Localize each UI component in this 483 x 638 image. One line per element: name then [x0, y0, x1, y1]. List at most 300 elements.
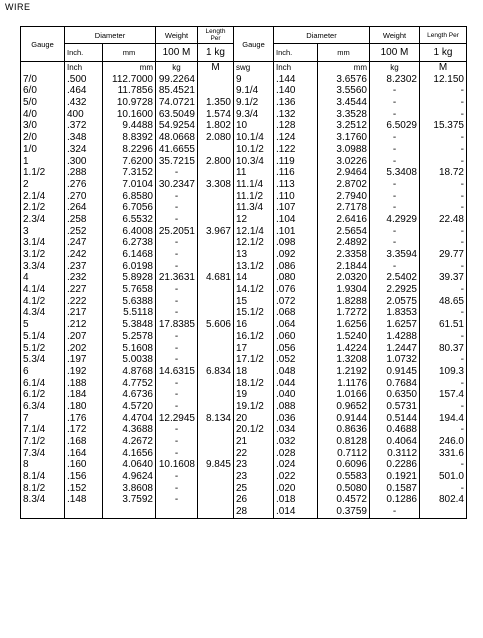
m-cell: 3.967 [205, 225, 231, 237]
inch-cell: .020 [276, 482, 296, 494]
m-cell: - [460, 202, 464, 214]
m-cell [422, 506, 464, 518]
kg-cell: 74.0721 [158, 97, 195, 109]
kg-cell: 4.2929 [386, 213, 417, 225]
gauge-column-left [21, 62, 65, 519]
swg-cell: 16 [236, 319, 248, 331]
inch-cell: .052 [276, 354, 296, 366]
diameter-header-left: Diameter [65, 27, 156, 44]
gauge-cell: 1 [23, 155, 29, 167]
inch-cell: .018 [276, 494, 296, 506]
gauge-cell: 1.1/2 [23, 167, 46, 179]
m-cell: 501.0 [438, 471, 464, 483]
swg-cell: 20.1/2 [236, 424, 264, 436]
m-cell [200, 389, 231, 401]
unit-label: Inch [276, 63, 292, 72]
m-cell: - [460, 284, 464, 296]
inch-cell: .152 [67, 482, 87, 494]
gauge-cell: 7.1/4 [23, 424, 46, 436]
kg-cell: - [174, 377, 179, 389]
kg-cell: 1.8353 [386, 307, 417, 319]
gauge-cell: 5.1/4 [23, 330, 46, 342]
mm-cell: 6.0198 [122, 260, 153, 272]
swg-cell: 22 [236, 447, 248, 459]
kg-cell: - [392, 108, 397, 120]
mm-cell: 1.7272 [336, 307, 367, 319]
swg-cell: 18 [236, 365, 248, 377]
kg-cell: - [392, 132, 397, 144]
weight-header-right: Weight [370, 27, 420, 44]
inch-cell: .128 [276, 120, 296, 132]
mm-cell: 8.8392 [122, 132, 153, 144]
m-cell: - [460, 155, 464, 167]
inch-cell: .202 [67, 342, 87, 354]
kg-column-right [370, 62, 420, 519]
kg-cell: 85.4521 [158, 85, 195, 97]
swg-cell: 12.1/4 [236, 225, 264, 237]
mm-cell: 3.2512 [336, 120, 367, 132]
kg-cell: - [392, 155, 397, 167]
mm-cell: 6.7056 [122, 202, 153, 214]
mm-cell: 5.6388 [122, 295, 153, 307]
mm-cell: 4.7752 [122, 377, 153, 389]
inch-cell: .101 [276, 225, 296, 237]
gauge-cell: 6 [23, 365, 29, 377]
mm-column-left [103, 62, 156, 519]
gauge-cell: 6.1/4 [23, 377, 46, 389]
kg-cell: 2.2925 [386, 284, 417, 296]
inch-cell: .113 [276, 178, 295, 190]
kg-cell: - [174, 167, 179, 179]
swg-cell: 17.1/2 [236, 354, 264, 366]
swg-cell: 9.3/4 [236, 108, 259, 120]
inch-column-left [65, 62, 103, 519]
m-cell: 246.0 [438, 436, 464, 447]
inch-cell: .242 [67, 249, 87, 260]
inch-cell: .132 [276, 108, 296, 120]
mm-cell: 3.8608 [122, 482, 153, 494]
kg-cell: 0.6350 [386, 389, 417, 401]
kg-cell: - [174, 354, 179, 366]
kg-cell: 0.1286 [386, 494, 417, 506]
page-title: WIRE [5, 2, 31, 12]
gauge-cell: 8.3/4 [23, 494, 46, 506]
mm-cell: 6.4008 [122, 225, 153, 237]
gauge-cell: 8 [23, 459, 29, 471]
inch-cell: .124 [276, 132, 296, 144]
m-cell: - [460, 354, 464, 366]
m-cell: 4.681 [205, 272, 231, 284]
swg-cell: 26 [236, 494, 248, 506]
kg-cell: 0.2286 [386, 459, 417, 471]
inch-cell: .197 [67, 354, 87, 366]
m-cell: 2.800 [205, 155, 231, 167]
inch-cell: .372 [67, 120, 87, 132]
inch-cell: .116 [276, 167, 295, 179]
m-cell [200, 144, 231, 156]
kg-cell: - [174, 342, 179, 354]
m-cell: 331.6 [438, 447, 464, 459]
gauge-cell: 4 [23, 272, 29, 284]
kg-cell: - [174, 436, 179, 447]
m-cell: 802.4 [438, 494, 464, 506]
mm-subheader-right: mm [318, 44, 370, 62]
m-cell [200, 261, 231, 273]
gauge-cell: 2/0 [23, 132, 37, 144]
kg-cell: 0.1921 [386, 471, 417, 483]
m-cell: 2.080 [205, 132, 231, 144]
m-cell [200, 378, 231, 390]
gauge-cell: 2.3/4 [23, 213, 46, 225]
m-cell: 1.574 [205, 108, 231, 120]
mm-cell: 1.1176 [337, 377, 367, 389]
mm-cell: 5.3848 [122, 319, 153, 331]
swg-cell: 10 [236, 120, 248, 132]
m-cell [200, 307, 231, 319]
gauge-cell: 6/0 [23, 85, 37, 97]
inch-cell: .072 [276, 295, 296, 307]
m-cell: - [460, 377, 464, 389]
mm-cell: 2.9464 [336, 167, 367, 179]
m-cell [200, 85, 231, 97]
inch-cell: .056 [276, 342, 296, 354]
gauge-cell: 7.1/2 [23, 436, 46, 447]
gauge-cell: 5.3/4 [23, 354, 46, 366]
swg-cell: 18.1/2 [236, 377, 264, 389]
swg-column-right [234, 62, 274, 519]
m-cell [200, 284, 231, 296]
inch-cell: .276 [67, 178, 87, 190]
mm-cell: 0.9652 [336, 400, 367, 412]
mm-cell: 7.3152 [122, 167, 153, 179]
kg-cell: 54.9254 [158, 120, 195, 132]
mm-cell: 1.9304 [336, 284, 367, 296]
inch-cell: .148 [67, 494, 87, 506]
m-cell: - [460, 143, 464, 155]
mm-cell: 3.7592 [122, 494, 153, 506]
m-cell: - [460, 424, 464, 436]
inch-cell: .300 [67, 155, 87, 167]
unit-label: kg [390, 63, 399, 72]
m-cell: - [460, 482, 464, 494]
kg-cell: - [174, 471, 179, 483]
kg-cell: 21.3631 [158, 272, 195, 284]
mm-cell: 1.6256 [336, 319, 367, 331]
inch-cell: .184 [67, 389, 87, 401]
unit-label: swg [236, 63, 251, 72]
gauge-cell: 4/0 [23, 108, 37, 120]
inch-cell: .324 [67, 143, 87, 155]
m-cell: 18.72 [438, 167, 464, 179]
mm-cell: 5.5118 [123, 307, 153, 319]
inch-cell: .044 [276, 377, 296, 389]
gauge-cell: 3/0 [23, 120, 37, 132]
m-cell [200, 494, 231, 506]
inch-cell: .247 [67, 237, 87, 249]
m-cell: - [460, 260, 464, 272]
mm-cell: 5.0038 [122, 354, 153, 366]
unit-label: M [211, 62, 220, 73]
mm-cell: 1.4224 [336, 342, 367, 354]
inch-cell: .107 [276, 202, 296, 214]
mm-cell: 0.7112 [337, 447, 367, 459]
inch-cell: .098 [276, 237, 296, 249]
m100-subheader-right: 100 M [370, 44, 420, 62]
mm-cell: 2.6416 [336, 213, 367, 225]
gauge-cell: 6.1/2 [23, 389, 46, 401]
inch-cell: .264 [67, 202, 87, 214]
inch-cell: .164 [67, 447, 87, 459]
inch-cell: .288 [67, 167, 87, 179]
mm-cell: 2.8702 [336, 178, 367, 190]
kg-cell: - [392, 85, 397, 97]
diameter-header-right: Diameter [274, 27, 370, 44]
kg-cell: - [174, 249, 179, 260]
mm-cell: 6.2738 [122, 237, 153, 249]
mm-cell: 5.7658 [122, 284, 153, 296]
kg-cell: 30.2347 [158, 178, 195, 190]
mm-cell: 4.9624 [122, 471, 153, 483]
swg-cell: 13.1/2 [236, 260, 264, 272]
inch-cell: .232 [67, 272, 87, 284]
gauge-cell: 7 [23, 412, 29, 424]
kg-cell: 1.4288 [386, 330, 417, 342]
gauge-header-left: Gauge [21, 27, 65, 62]
gauge-cell: 4.1/2 [23, 295, 46, 307]
m-cell [200, 296, 231, 308]
kg-cell: 14.6315 [158, 365, 195, 377]
kg-cell: 12.2945 [158, 412, 195, 424]
mm-cell: 1.0166 [336, 389, 367, 401]
m-cell: 157.4 [438, 389, 464, 401]
inch-cell: .237 [67, 260, 87, 272]
inch-cell: .024 [276, 459, 296, 471]
inch-cell: .034 [276, 424, 296, 436]
m-cell [200, 448, 231, 460]
gauge-header-right: Gauge [234, 27, 274, 62]
kg-cell: - [392, 225, 397, 237]
mm-cell: 112.7000 [112, 73, 153, 85]
inch-cell: .217 [67, 307, 87, 319]
kg-cell: 10.1608 [158, 459, 195, 471]
m-cell [200, 214, 231, 226]
swg-cell: 21 [236, 436, 248, 447]
swg-cell: 11.3/4 [236, 202, 264, 214]
mm-cell: 1.8288 [336, 295, 367, 307]
m-cell: - [460, 307, 464, 319]
m-cell [200, 249, 231, 261]
swg-cell: 13 [236, 249, 248, 260]
kg-cell: - [174, 260, 179, 272]
kg-cell: 35.7215 [158, 155, 195, 167]
swg-cell: 10.1/2 [236, 143, 264, 155]
gauge-cell: 3.3/4 [23, 260, 46, 272]
kg-cell: - [174, 213, 179, 225]
m-cell: 48.65 [438, 295, 464, 307]
unit-label: mm [353, 63, 367, 72]
inch-cell: .104 [276, 213, 296, 225]
m-cell [200, 401, 231, 413]
swg-cell: 9.1/2 [236, 97, 259, 109]
kg-cell: 17.8385 [158, 319, 195, 331]
gauge-cell: 3.1/2 [23, 249, 46, 260]
kg-cell: - [174, 202, 179, 214]
m-cell: 3.308 [205, 178, 231, 190]
inch-cell: .140 [276, 85, 296, 97]
inch-cell: .258 [67, 213, 87, 225]
mm-cell: 3.3528 [336, 108, 367, 120]
mm-cell: 0.4572 [336, 494, 367, 506]
inch-column-right [274, 62, 318, 519]
mm-cell: 1.3208 [336, 354, 367, 366]
gauge-cell: 8.1/2 [23, 482, 46, 494]
mm-cell: 2.1844 [336, 260, 367, 272]
m-cell: - [460, 459, 464, 471]
swg-cell: 19.1/2 [236, 400, 264, 412]
swg-cell: 15 [236, 295, 248, 307]
inch-cell: .348 [67, 132, 87, 144]
gauge-cell: 2 [23, 178, 29, 190]
m-cell: - [460, 330, 464, 342]
m-cell [200, 436, 231, 448]
inch-cell: .222 [67, 295, 87, 307]
mm-cell: 4.3688 [122, 424, 153, 436]
swg-cell: 23 [236, 459, 248, 471]
swg-cell: 12 [236, 213, 248, 225]
mm-cell: 3.0988 [336, 143, 367, 155]
inch-cell: .212 [67, 319, 87, 331]
kg-cell: 0.5144 [386, 412, 417, 424]
mm-column-right [318, 62, 370, 519]
m-cell: 194.4 [438, 412, 464, 424]
mm-cell: 1.2192 [336, 365, 367, 377]
mm-cell: 2.0320 [336, 272, 367, 284]
unit-label: mm [139, 63, 153, 72]
inch-cell: .092 [276, 249, 296, 260]
m-cell [200, 471, 231, 483]
mm-cell: 4.0640 [122, 459, 153, 471]
inch-cell: .464 [67, 85, 87, 97]
m-cell: 22.48 [438, 213, 464, 225]
mm-cell: 0.9144 [336, 412, 367, 424]
mm-cell: 10.9728 [116, 97, 153, 109]
mm-cell: 0.3759 [336, 506, 367, 518]
inch-cell: 400 [67, 108, 84, 120]
wire-gauge-table [20, 26, 467, 519]
mm-cell: 4.1656 [122, 447, 153, 459]
inch-cell: .172 [67, 424, 87, 436]
mm-cell: 5.1608 [122, 342, 153, 354]
inch-cell: .080 [276, 272, 296, 284]
gauge-cell: 4.3/4 [23, 307, 46, 319]
kg-cell: 41.6655 [158, 143, 195, 155]
kg-cell: - [392, 506, 397, 518]
mm-cell: 7.6200 [122, 155, 153, 167]
swg-cell: 23 [236, 471, 248, 483]
m-cell: 8.134 [205, 412, 231, 424]
swg-cell: 9 [236, 73, 242, 85]
m-cell [200, 343, 231, 355]
inch-cell: .086 [276, 260, 296, 272]
mm-cell: 6.1468 [122, 249, 153, 260]
inch-cell: .432 [67, 97, 87, 109]
mm-cell: 11.7856 [117, 85, 153, 97]
m-cell: - [460, 237, 464, 249]
kg-cell: - [392, 97, 397, 109]
inch-cell: .207 [67, 330, 87, 342]
mm-cell: 2.4892 [336, 237, 367, 249]
mm-cell: 2.7178 [336, 202, 367, 214]
kg-cell: 0.9145 [386, 365, 417, 377]
inch-cell: .088 [276, 400, 296, 412]
kg-cell: 0.1587 [386, 482, 417, 494]
inch-cell: .122 [276, 143, 296, 155]
mm-cell: 4.2672 [122, 436, 153, 447]
m-cell: - [460, 85, 464, 97]
length-per-header-right: Length Per [420, 27, 467, 44]
kg-cell: - [174, 482, 179, 494]
kg1-subheader-right: 1 kg [420, 44, 467, 62]
mm-cell: 5.2578 [122, 330, 153, 342]
kg-cell: - [392, 202, 397, 214]
kg-cell: - [174, 295, 179, 307]
gauge-cell: 3 [23, 225, 29, 237]
swg-cell: 14 [236, 272, 248, 284]
m100-subheader-left: 100 M [156, 44, 198, 62]
kg-cell: 0.7684 [386, 377, 417, 389]
swg-cell: 10.1/4 [236, 132, 264, 144]
m-cell: 15.375 [433, 120, 464, 132]
inch-cell: .014 [276, 506, 296, 518]
kg-cell: - [392, 178, 397, 190]
m-cell: - [460, 132, 464, 144]
inch-cell: .168 [67, 436, 87, 447]
gauge-cell: 5/0 [23, 97, 37, 109]
kg-cell: 48.0668 [158, 132, 195, 144]
kg-cell: 0.5731 [386, 400, 417, 412]
m-cell [200, 354, 231, 366]
m-cell: 1.802 [205, 120, 231, 132]
gauge-cell: 7/0 [23, 73, 37, 85]
mm-cell: 0.5583 [336, 471, 367, 483]
inch-cell: .068 [276, 307, 296, 319]
swg-cell: 11.1/2 [236, 190, 264, 202]
m-cell: 12.150 [433, 73, 464, 85]
mm-cell: 9.4488 [122, 120, 153, 132]
kg-cell: - [174, 330, 179, 342]
inch-cell: .036 [276, 412, 296, 424]
m-cell: - [460, 190, 464, 202]
kg-cell: 2.5402 [386, 272, 417, 284]
m-cell: - [460, 225, 464, 237]
swg-cell: 19 [236, 389, 248, 401]
inch-cell: .028 [276, 447, 296, 459]
inch-cell: .110 [276, 190, 295, 202]
inch-cell: .176 [67, 412, 87, 424]
swg-cell: 11.1/4 [236, 178, 264, 190]
gauge-cell: 8.1/4 [23, 471, 46, 483]
mm-cell: 0.8636 [336, 424, 367, 436]
m-cell: - [460, 97, 464, 109]
inch-cell: .076 [276, 284, 296, 296]
kg1-subheader-left: 1 kg [198, 44, 234, 62]
gauge-cell: 6.3/4 [23, 400, 46, 412]
m-cell: 109.3 [438, 365, 464, 377]
mm-cell: 0.5080 [336, 482, 367, 494]
inch-cell: .188 [67, 377, 87, 389]
swg-cell: 11 [236, 167, 247, 179]
inch-cell: .270 [67, 190, 87, 202]
